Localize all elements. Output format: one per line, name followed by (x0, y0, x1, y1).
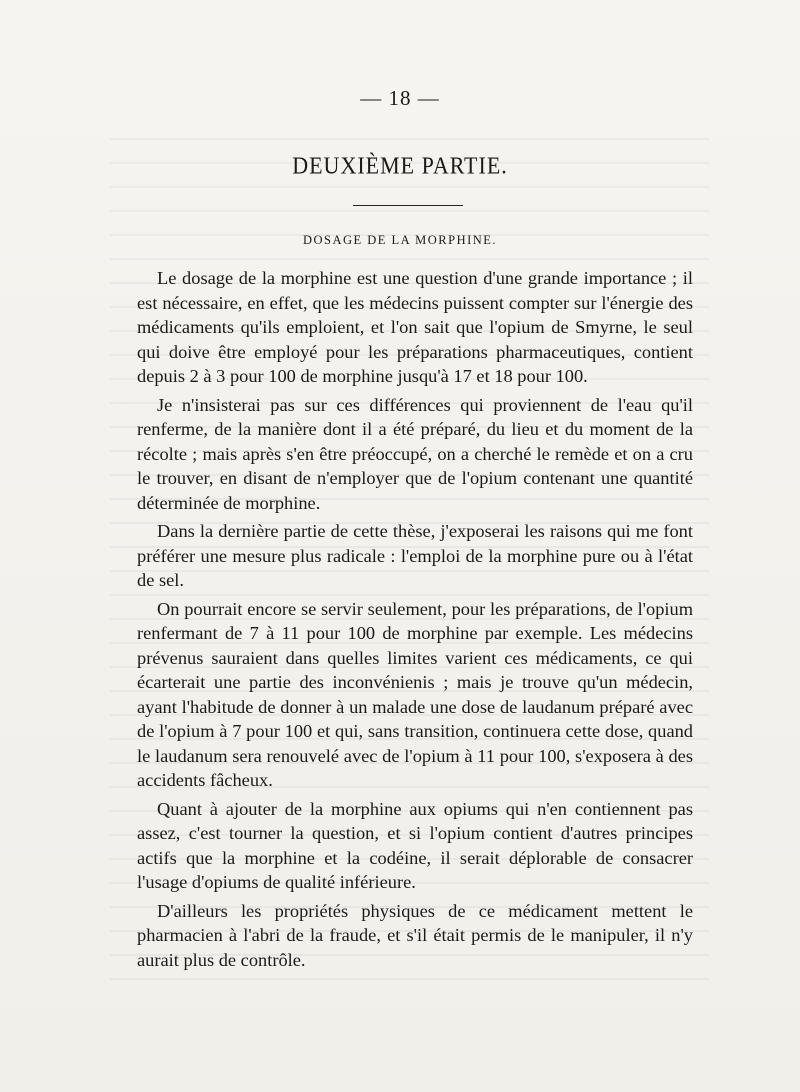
page-number: — 18 — (360, 86, 440, 110)
paragraph-4: On pourrait encore se servir seulement, pour les préparations, de l'opium renfermant de 7 à 11 pour 100 de morphine par exemple. Les médecins prévenus sauraient dans quelles limites varient ces médicaments, ce qui écarterait une partie des inconvénienis ; mais je trouve qu'un médecin, ayant l'habitude de donner à un malade une dose de laudanum préparé avec de l'opium à 7 pour 100 et qui, sans transition, continuera cette dose, quand le laudanum sera renouvelé avec de l'opium à 11 pour 100, s'exposera à des accidents fâcheux. (137, 598, 693, 790)
paragraph-6: D'ailleurs les propriétés physiques de ce médicament mettent le pharmacien à l'abri de la fraude, et s'il était permis de le manipuler, il n'y aurait plus de contrôle. (137, 900, 693, 970)
title-divider (353, 205, 463, 206)
part-title: DEUXIÈME PARTIE. (292, 151, 508, 179)
body-text (137, 266, 693, 976)
paragraph-3: Dans la dernière partie de cette thèse, j'exposerai les raisons qui me font préférer une mesure plus radicale : l'emploi de la morphine pure ou à l'état de sel. (137, 521, 693, 590)
paragraph-5: Quant à ajouter de la morphine aux opiums qui n'en contiennent pas assez, c'est tourner la question, et si l'opium contient d'autres principes actifs que la morphine et la codéine, il serait déplorable de consacrer l'usage d'opiums de qualité inférieure. (137, 798, 693, 892)
paragraph-2: Je n'insisterai pas sur ces différences qui proviennent de l'eau qu'il renferme, de la manière dont il a été préparé, du lieu et du moment de la récolte ; mais après s'en être préoccupé, on a cherché le remède et on a cru le trouver, en disant de n'employer que de l'opium contenant une quantité déterminée de morphine. (137, 394, 693, 513)
paragraph-1: Le dosage de la morphine est une question d'une grande importance ; il est nécessaire, en effet, que les médecins puissent compter sur l'énergie des médicaments qu'ils emploient, et l'on sait que l'opium de Smyrne, le seul qui doive être employé pour les préparations pharmaceutiques, contient depuis 2 à 3 pour 100 de morphine jusqu'à 17 et 18 pour 100. (137, 268, 693, 386)
section-title: DOSAGE DE LA MORPHINE. (302, 233, 498, 247)
